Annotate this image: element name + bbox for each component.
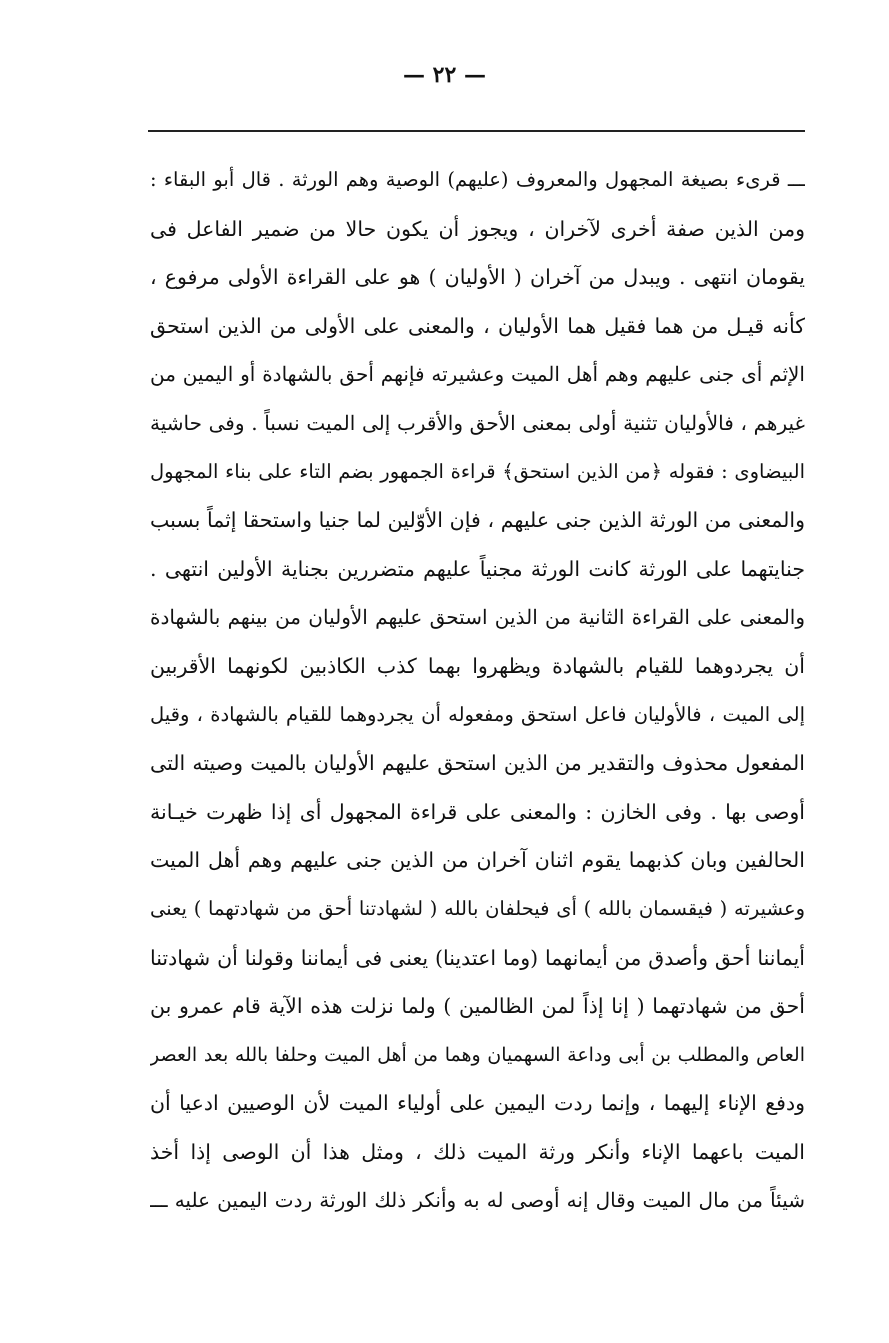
header-rule bbox=[148, 130, 805, 132]
text-line: جنايتهما على الورثة كانت الورثة مجنياً عليهم متضررين بجناية الأولين انتهى . bbox=[150, 556, 805, 581]
text-line: أحق من شهادتهما ( إنا إذاً لمن الظالمين ) ولما نزلت هذه الآية قام عمرو بن bbox=[150, 994, 805, 1019]
text-line: ـــ قرىء بصيغة المجهول والمعروف (عليهم) الوصية وهم الورثة . قال أبو البقاء : bbox=[150, 168, 805, 191]
text-line: أيماننا أحق وأصدق من أيمانهما (وما اعتدينا) يعنى فى أيماننا وقولنا أن شهادتنا bbox=[150, 945, 805, 970]
text-line: أن يجردوهما للقيام بالشهادة ويظهروا بهما كذب الكاذبين لكونهما الأقربين bbox=[150, 653, 805, 678]
text-line: الإثم أى جنى عليهم وهم أهل الميت وعشيرته فإنهم أحق بالشهادة أو اليمين من bbox=[150, 362, 805, 387]
text-line: الحالفين وبان كذبهما يقوم اثنان آخران من الذين جنى عليهم وهم أهل الميت bbox=[150, 848, 805, 873]
text-line: الميت باعهما الإناء وأنكر ورثة الميت ذلك ، ومثل هذا أن الوصى إذا أخذ bbox=[150, 1139, 805, 1164]
text-line: أوصى بها . وفى الخازن : والمعنى على قراءة المجهول أى إذا ظهرت خيـانة bbox=[150, 799, 805, 824]
text-line: والمعنى من الورثة الذين جنى عليهم ، فإن الأوّلين لما جنيا واستحقا إثماً بسبب bbox=[150, 508, 805, 533]
text-line: العاص والمطلب بن أبى وداعة السهميان وهما من أهل الميت وحلفا بالله بعد العصر bbox=[150, 1043, 805, 1066]
text-line: والمعنى على القراءة الثانية من الذين استحق عليهم الأوليان من بينهم بالشهادة bbox=[150, 605, 805, 630]
text-line: ومن الذين صفة أخرى لآخران ، ويجوز أن يكون حالا من ضمير الفاعل فى bbox=[150, 216, 805, 241]
body-text bbox=[150, 156, 805, 1225]
text-line: غيرهم ، فالأوليان تثنية أولى بمعنى الأحق والأقرب إلى الميت نسباً . وفى حاشية bbox=[150, 410, 805, 435]
text-line: كأنه قيـل من هما فقيل هما الأوليان ، والمعنى على الأولى من الذين استحق bbox=[150, 313, 805, 338]
text-line: شيئاً من مال الميت وقال إنه أوصى له به وأنكر ذلك الورثة ردت اليمين عليه ـــ bbox=[150, 1188, 805, 1213]
text-line: يقومان انتهى . ويبدل من آخران ( الأوليان ) هو على القراءة الأولى مرفوع ، bbox=[150, 265, 805, 290]
page-number: — ٢٢ — bbox=[403, 62, 486, 88]
text-line: إلى الميت ، فالأوليان فاعل استحق ومفعوله أن يجردوهما للقيام بالشهادة ، وقيل bbox=[150, 702, 805, 726]
text-line: وعشيرته ( فيقسمان بالله ) أى فيحلفان بالله ( لشهادتنا أحق من شهادتهما ) يعنى bbox=[150, 896, 805, 920]
text-line: ودفع الإناء إليهما ، وإنما ردت اليمين على أولياء الميت لأن الوصيين ادعيا أن bbox=[150, 1091, 805, 1116]
text-line: المفعول محذوف والتقدير من الذين استحق عليهم الأوليان بالميت وصيته التى bbox=[150, 751, 805, 776]
text-line: البيضاوى : فقوله ﴿من الذين استحق﴾ قراءة الجمهور بضم التاء على بناء المجهول bbox=[150, 459, 805, 483]
